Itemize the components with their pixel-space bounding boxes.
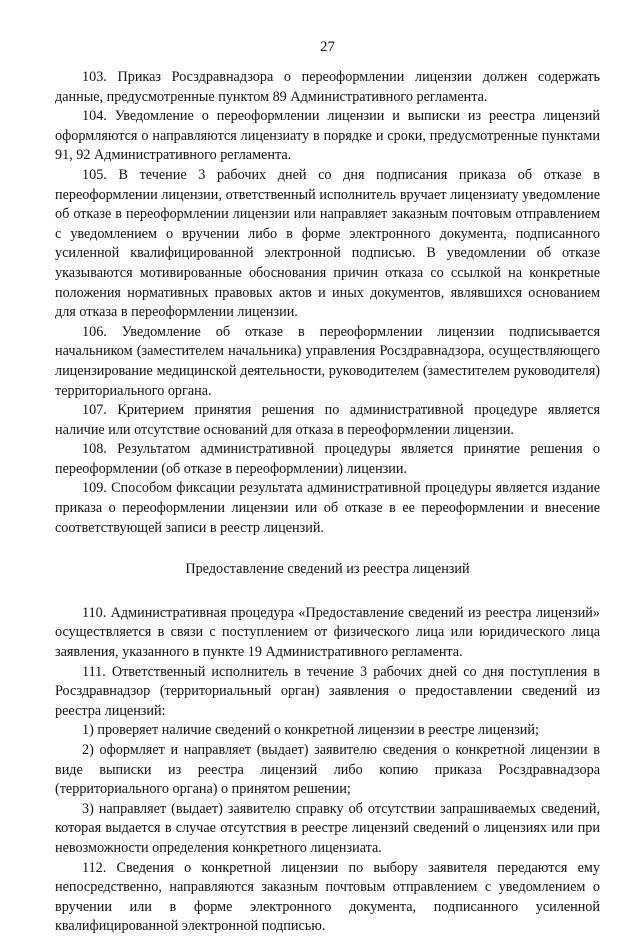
list-item-2: 2) оформляет и направляет (выдает) заявителю сведения о конкретной лицензии в виде выписки из реестра лицензий либо копию приказа Росздравнадзора (территориального органа) о принятом решении; xyxy=(55,742,600,798)
page-number: 27 xyxy=(320,39,335,55)
paragraph-108: 108. Результатом административной процедуры является принятие решения о переоформлении (об отказе в переоформлении) лицензии. xyxy=(55,441,600,477)
section-heading: Предоставление сведений из реестра лицензий xyxy=(185,561,470,578)
list-item-3: 3) направляет (выдает) заявителю справку об отсутствии запрашиваемых сведений, которая выдается в случае отсутствия в реестре лицензий сведений о лицензиях или при невозможности определения конкретного лицензиата. xyxy=(55,800,600,856)
paragraph-107: 107. Критерием принятия решения по административной процедуре является наличие или отсутствие оснований для отказа в переоформлении лицензии. xyxy=(55,402,600,438)
paragraph-110: 110. Административная процедура «Предоставление сведений из реестра лицензий» осуществляется в связи с поступлением от физического лица или юридического лица заявления, указанного в пункте 19 Административного регламента. xyxy=(55,604,600,661)
paragraph-106: 106. Уведомление об отказе в переоформлении лицензии подписывается начальником (заместителем начальника) управления Росздравнадзора, осуществляющего лицензирование медицинской деятельности, руководителем (заместителем руководителя) территориального органа. xyxy=(55,323,600,399)
list-item-1: 1) проверяет наличие сведений о конкретной лицензии в реестре лицензий; xyxy=(82,722,539,739)
document-body xyxy=(55,68,600,937)
paragraph-111: 111. Ответственный исполнитель в течение 3 рабочих дней со дня поступления в Росздравнадзор (территориальный орган) заявления о предоставлении сведений из реестра лицензий: xyxy=(55,663,600,719)
paragraph-112: 112. Сведения о конкретной лицензии по выбору заявителя передаются ему непосредственно, направляются заказным почтовым отправлением с уведомлением о вручении или в форме электронного документа, подписанного усиленной квалифицированной электронной подписью. xyxy=(55,859,600,935)
paragraph-109: 109. Способом фиксации результата административной процедуры является издание приказа о переоформлении лицензии или об отказе в ее переоформлении и внесение соответствующей записи в реестр лицензий. xyxy=(55,480,600,536)
paragraph-103: 103. Приказ Росздравнадзора о переоформлении лицензии должен содержать данные, предусмотренные пунктом 89 Административного регламента. xyxy=(55,69,600,105)
paragraph-105: 105. В течение 3 рабочих дней со дня подписания приказа об отказе в переоформлении лицензии, ответственный исполнитель вручает лицензиату уведомление об отказе в переоформлении лицензии или направляет заказным почтовым отправлением с уведомлением о вручении либо в форме электронного документа, подписанного усиленной квалифицированной электронной подписью. В уведомлении об отказе указываются мотивированные обоснования причин отказа со ссылкой на конкретные положения нормативных правовых актов и иных документов, являвшихся основанием для отказа в переоформлении лицензии. xyxy=(55,166,600,321)
paragraph-104: 104. Уведомление о переоформлении лицензии и выписки из реестра лицензий оформляются о направляются лицензиату в порядке и сроки, предусмотренные пунктами 91, 92 Административного регламента. xyxy=(55,108,600,164)
